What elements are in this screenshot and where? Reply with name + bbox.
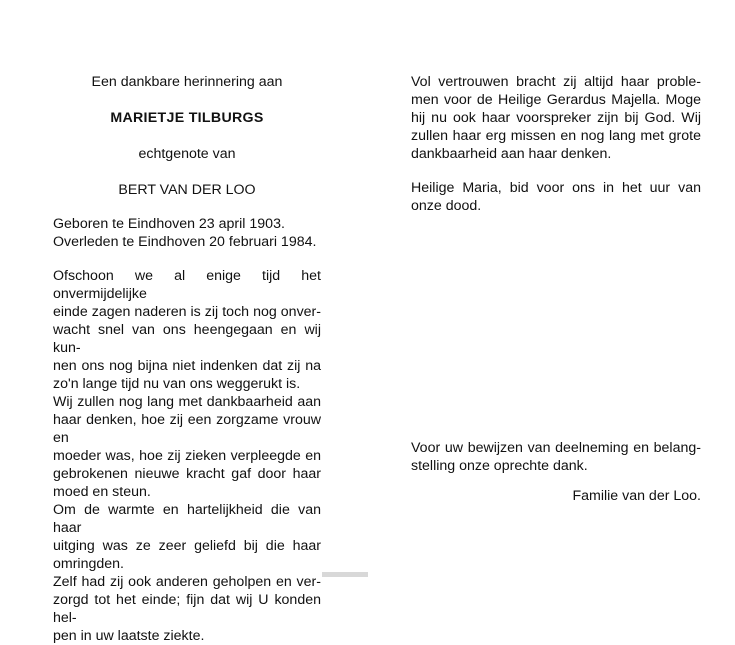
faith-paragraph xyxy=(411,73,701,163)
text-line: wacht snel van ons heengegaan en wij kun- xyxy=(53,322,321,356)
text-line: zullen haar erg missen en nog lang met grote xyxy=(411,128,701,144)
scan-artifact xyxy=(322,572,368,577)
text-line: Zelf had zij ook anderen geholpen en ver- xyxy=(53,574,321,590)
right-page xyxy=(411,73,701,504)
memorial-paragraph-4 xyxy=(53,573,321,645)
text-line: moed en steun. xyxy=(53,484,151,500)
text-line: Ofschoon we al enige tijd het onvermijdelijke xyxy=(53,268,321,302)
text-line: einde zagen naderen is zij toch nog onver- xyxy=(53,304,321,320)
memorial-paragraph-3 xyxy=(53,501,321,573)
text-line: stelling onze oprechte dank. xyxy=(411,458,588,474)
text-line: dankbaarheid aan haar denken. xyxy=(411,146,612,162)
text-line: nen ons nog bijna niet indenken dat zij na xyxy=(53,358,321,374)
memorial-paragraph-2 xyxy=(53,393,321,501)
text-line: moeder was, hoe zij zieken verpleegde en xyxy=(53,448,321,464)
text-line: zo'n lange tijd nu van ons weggerukt is. xyxy=(53,376,301,392)
text-line: Voor uw bewijzen van deelneming en belang- xyxy=(411,440,701,456)
text-line: haar denken, hoe zij een zorgzame vrouw en xyxy=(53,412,321,446)
text-line: zorgd tot het einde; fijn dat wij U konden hel- xyxy=(53,592,321,626)
text-line: uitging was ze zeer geliefd bij die haar xyxy=(53,538,321,554)
text-line: men voor de Heilige Gerardus Majella. Moge xyxy=(411,92,701,108)
text-line: Heilige Maria, bid voor ons in het uur van xyxy=(411,180,701,196)
text-line: onze dood. xyxy=(411,198,482,214)
prayer-paragraph xyxy=(411,179,701,215)
birth-line: Geboren te Eindhoven 23 april 1903. xyxy=(53,216,285,232)
thanks-paragraph xyxy=(411,439,701,475)
text-line: omringden. xyxy=(53,556,124,572)
text-line: Om de warmte en hartelijkheid die van haar xyxy=(53,502,321,536)
text-line: hij nu ook haar voorspreker zijn bij God. Wij xyxy=(411,110,701,126)
intro-line: Een dankbare herinnering aan xyxy=(91,74,283,90)
death-line: Overleden te Eindhoven 20 februari 1984. xyxy=(53,234,317,250)
spouse-name: BERT VAN DER LOO xyxy=(118,182,256,198)
text-line: Wij zullen nog lang met dankbaarheid aan xyxy=(53,394,321,410)
text-line: pen in uw laatste ziekte. xyxy=(53,628,205,644)
family-signature: Familie van der Loo. xyxy=(572,488,701,504)
text-line: Vol vertrouwen bracht zij altijd haar proble- xyxy=(411,74,701,90)
memorial-paragraph-1 xyxy=(53,267,321,393)
left-page xyxy=(53,73,321,645)
text-line: gebrokenen nieuwe kracht gaf door haar xyxy=(53,466,321,482)
relation-line: echtgenote van xyxy=(138,146,236,162)
birth-death-block xyxy=(53,215,321,251)
deceased-name: MARIETJE TILBURGS xyxy=(110,110,264,126)
